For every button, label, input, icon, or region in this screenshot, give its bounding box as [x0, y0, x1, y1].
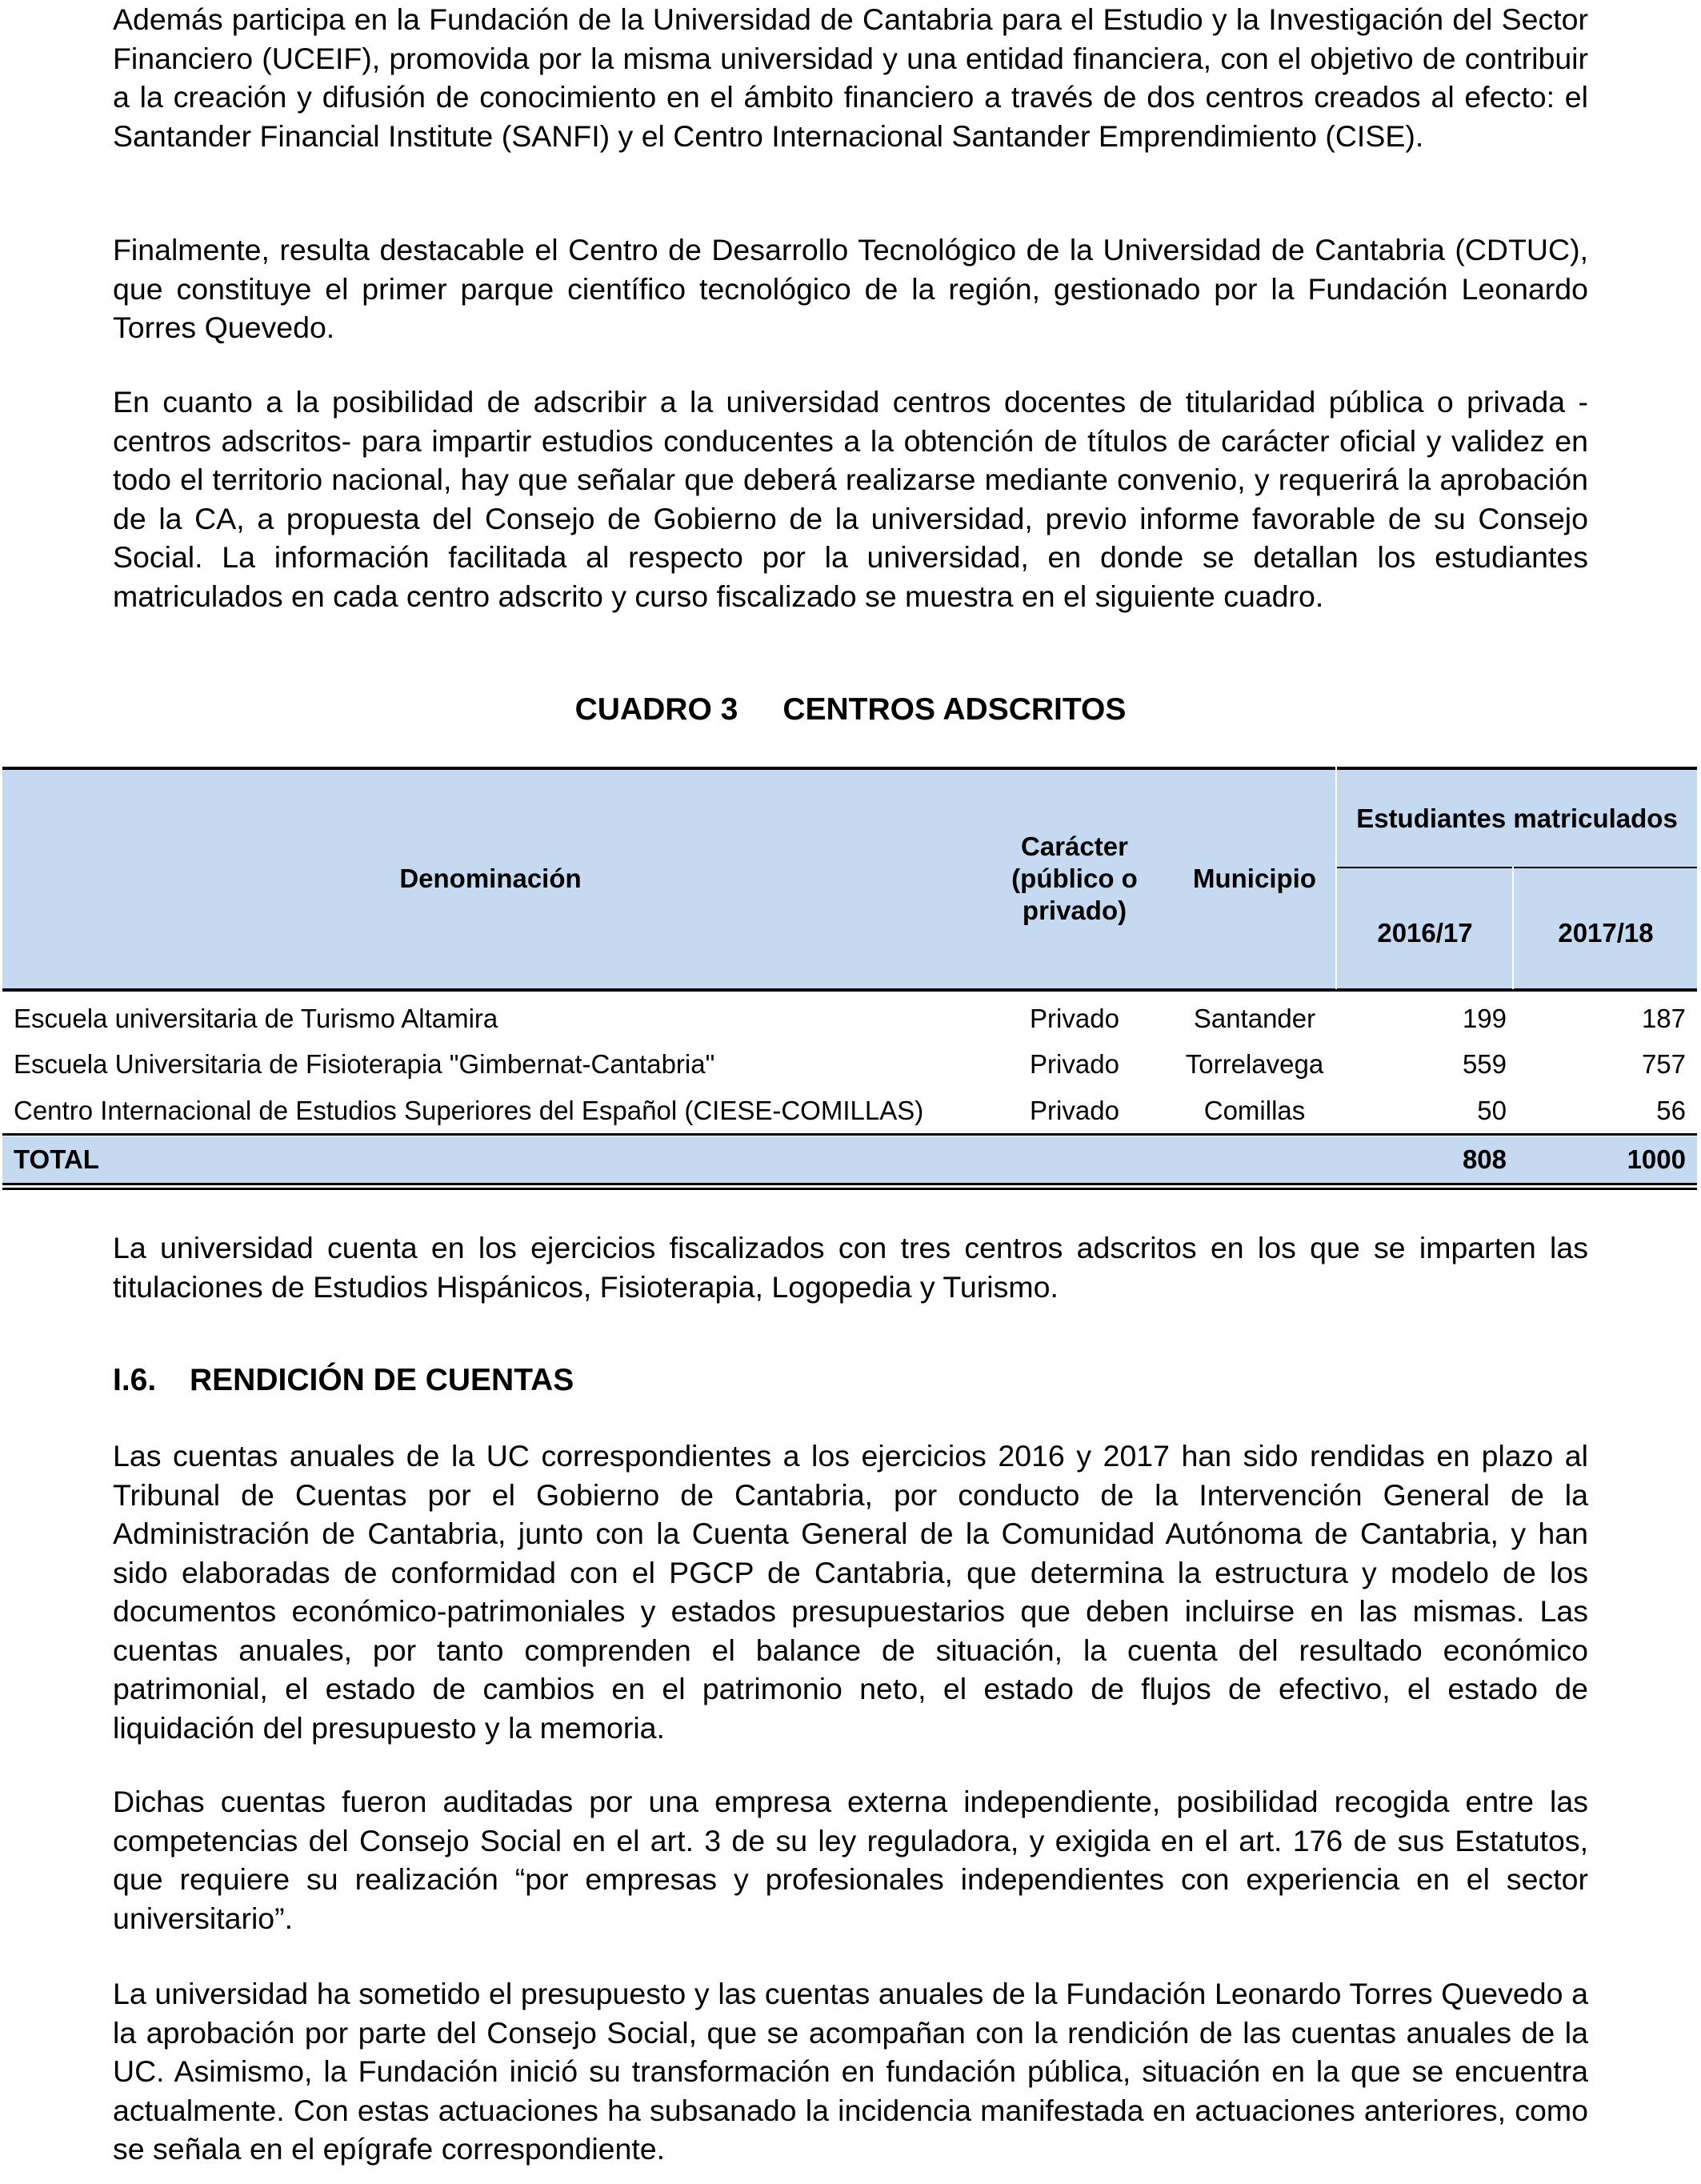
row-2-2017-18: 757 [1641, 1049, 1686, 1079]
header-caracter: Carácter (público o privado) [1011, 832, 1138, 925]
total-label: TOTAL [14, 1144, 99, 1174]
table-caption [0, 690, 1701, 730]
table-bottom-rule-1 [2, 1183, 1697, 1185]
paragraph-cdtuc: Finalmente, resulta destacable el Centro de Desarrollo Tecnológico de la Universidad de Cantabria (CDTUC), que constituye el primer parque científico tecnológico de la región, gestionado por la Fundación Leonardo Torres Quevedo. [113, 233, 1588, 344]
paragraph-uceif: Además participa en la Fundación de la Universidad de Cantabria para el Estudio y la Investigación del Sector Financiero (UCEIF), promovida por la misma universidad y una entidad financiera, con el objetivo de contribuir a la creación y difusión de conocimiento en el ámbito financiero a través de dos centros creados al efecto: el Santander Financial Institute (SANFI) y el Centro Internacional Santander Emprendimiento (CISE). [113, 2, 1588, 153]
table-subheader-rule [1335, 867, 1697, 868]
table-title: CENTROS ADSCRITOS [782, 692, 1127, 727]
paragraph-fundacion: La universidad ha sometido el presupuesto y las cuentas anuales de la Fundación Leonardo Torres Quevedo a la aprobación por parte del Consejo Social, que se acompañan con la rendición de las cuentas anuales de la UC. Asimismo, la Fundación inició su transformación en fundación pública, situación en la que se encuentra actualmente. Con estas actuaciones ha subsanado la incidencia manifestada en actuaciones anteriores, como se señala en el epígrafe correspondiente. [113, 1977, 1588, 2166]
paragraph-after-table: La universidad cuenta en los ejercicios fiscalizados con tres centros adscritos en los que se imparten las titulaciones de Estudios Hispánicos, Fisioterapia, Logopedia y Turismo. [113, 1231, 1588, 1304]
row-3-caracter: Privado [1030, 1096, 1119, 1125]
header-year-2017-18: 2017/18 [1558, 918, 1654, 948]
centros-adscritos-table [2, 767, 1697, 1191]
total-2016-17: 808 [1462, 1144, 1507, 1174]
table-total-top-rule [2, 1133, 1697, 1136]
section-title: RENDICIÓN DE CUENTAS [190, 1363, 574, 1397]
row-3-municipio: Comillas [1203, 1096, 1306, 1125]
total-2017-18: 1000 [1627, 1144, 1686, 1174]
header-estudiantes-matriculados: Estudiantes matriculados [1356, 803, 1678, 833]
paragraph-centros-adscritos: En cuanto a la posibilidad de adscribir a la universidad centros docentes de titularidad pública o privada -centros adscritos- para impartir estudios conducentes a la obtención de títulos de carácter oficial y validez en todo el territorio nacional, hay que señalar que deberá realizarse mediante convenio, y requerirá la aprobación de la CA, a propuesta del Consejo de Gobierno de la universidad, previo informe favorable de su Consejo Social. La información facilitada al respecto por la universidad, en donde se detallan los estudiantes matriculados en cada centro adscrito y curso fiscalizado se muestra en el siguiente cuadro. [113, 385, 1588, 613]
row-2-denominacion: Escuela Universitaria de Fisioterapia "Gimbernat-Cantabria" [14, 1049, 715, 1079]
row-1-municipio: Santander [1193, 1004, 1316, 1033]
table-header-rule [2, 988, 1697, 992]
row-1-2017-18: 187 [1641, 1004, 1686, 1033]
table-bottom-rule-2 [2, 1188, 1697, 1190]
header-municipio: Municipio [1193, 864, 1316, 893]
paragraph-cuentas-anuales: Las cuentas anuales de la UC correspondientes a los ejercicios 2016 y 2017 han sido rendidas en plazo al Tribunal de Cuentas por el Gobierno de Cantabria, por conducto de la Intervención General de la Administración de Cantabria, junto con la Cuenta General de la Comunidad Autónoma de Cantabria, y han sido elaboradas de conformidad con el PGCP de Cantabria, que determina la estructura y modelo de los documentos económico-patrimoniales y estados presupuestarios que deben incluirse en las mismas. Las cuentas anuales, por tanto comprenden el balance de situación, la cuenta del resultado económico patrimonial, el estado de cambios en el patrimonio neto, el estado de flujos de efectivo, el estado de liquidación del presupuesto y la memoria. [113, 1439, 1588, 1745]
header-year-2016-17: 2016/17 [1377, 918, 1473, 948]
paragraph-auditoria: Dichas cuentas fueron auditadas por una empresa externa independiente, posibilidad recogida entre las competencias del Consejo Social en el art. 3 de su ley reguladora, y exigida en el art. 176 de sus Estatutos, que requiere su realización “por empresas y profesionales independientes con experiencia en el sector universitario”. [113, 1785, 1588, 1935]
row-1-2016-17: 199 [1462, 1004, 1507, 1033]
table-number: CUADRO 3 [574, 692, 738, 727]
row-3-2016-17: 50 [1477, 1096, 1507, 1125]
header-denominacion: Denominación [399, 864, 582, 893]
table-top-rule [2, 767, 1697, 770]
section-number: I.6. [113, 1363, 157, 1397]
row-1-caracter: Privado [1030, 1004, 1119, 1033]
row-1-denominacion: Escuela universitaria de Turismo Altamira [14, 1004, 498, 1033]
row-3-denominacion: Centro Internacional de Estudios Superiores del Español (CIESE-COMILLAS) [14, 1096, 924, 1125]
row-2-caracter: Privado [1030, 1049, 1119, 1079]
row-3-2017-18: 56 [1656, 1096, 1686, 1125]
row-2-2016-17: 559 [1462, 1049, 1507, 1079]
row-2-municipio: Torrelavega [1185, 1049, 1324, 1079]
section-heading [113, 1360, 574, 1401]
